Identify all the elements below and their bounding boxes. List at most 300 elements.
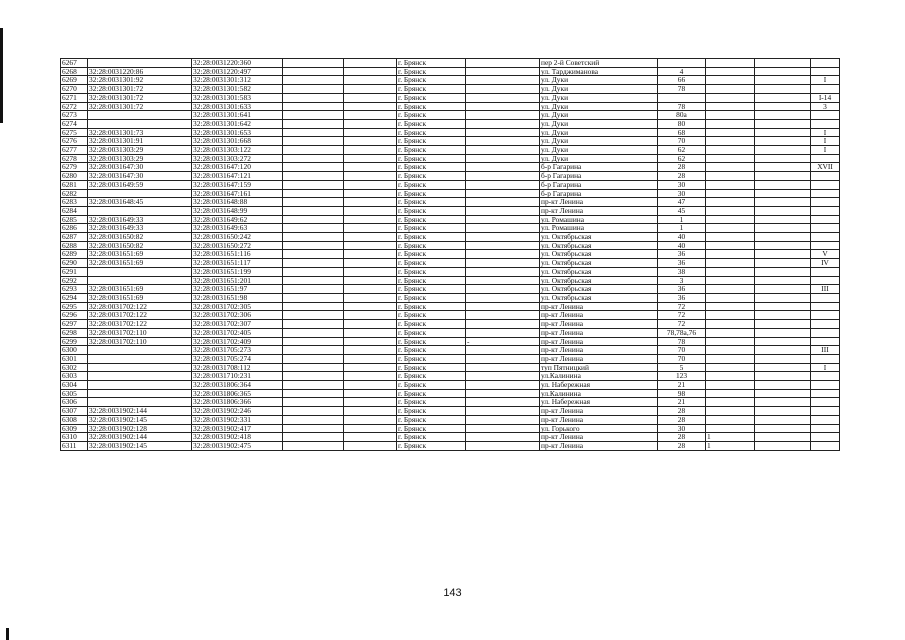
city-cell: г. Брянск	[397, 241, 466, 250]
street-cell: пр-кт Ленина	[540, 320, 658, 329]
table-row	[61, 328, 840, 337]
cadastral-number-cell: 32:28:0031649:63	[192, 224, 283, 233]
row-number-cell: 6306	[61, 398, 88, 407]
row-number-cell: 6308	[61, 415, 88, 424]
col-empty-a-cell	[283, 241, 344, 250]
city-cell: г. Брянск	[397, 433, 466, 442]
city-cell: г. Брянск	[397, 259, 466, 268]
old-cadastral-number-cell: 32:28:0031303:29	[88, 154, 192, 163]
old-cadastral-number-cell: 32:28:0031301:72	[88, 93, 192, 102]
row-number-cell: 6290	[61, 259, 88, 268]
table-row	[61, 215, 840, 224]
street-cell: ул. Дуки	[540, 119, 658, 128]
premises-number-cell: III	[811, 346, 840, 355]
street-cell: пр-кт Ленина	[540, 302, 658, 311]
table-row	[61, 137, 840, 146]
col-mark-cell	[466, 441, 540, 450]
premises-number-cell: I	[811, 146, 840, 155]
house-number-cell: 3	[658, 276, 706, 285]
col-empty-b-cell	[344, 276, 397, 285]
house-number-cell: 21	[658, 398, 706, 407]
street-cell: пр-кт Ленина	[540, 433, 658, 442]
house-number-cell: 28	[658, 441, 706, 450]
col-empty-b-cell	[344, 146, 397, 155]
col-empty-c-cell	[755, 198, 811, 207]
cadastral-number-cell: 32:28:0031648:99	[192, 206, 283, 215]
cadastral-number-cell: 32:28:0031301:312	[192, 76, 283, 85]
col-empty-a-cell	[283, 206, 344, 215]
street-cell: ул. Дуки	[540, 93, 658, 102]
col-extra-cell	[706, 146, 755, 155]
row-number-cell: 6301	[61, 354, 88, 363]
street-cell: ул. Дуки	[540, 76, 658, 85]
old-cadastral-number-cell: 32:28:0031902:145	[88, 441, 192, 450]
row-number-cell: 6294	[61, 293, 88, 302]
col-extra-cell	[706, 285, 755, 294]
col-empty-a-cell	[283, 163, 344, 172]
table-row	[61, 206, 840, 215]
house-number-cell: 28	[658, 415, 706, 424]
street-cell: ул. Октябрьская	[540, 259, 658, 268]
cadastral-number-cell: 32:28:0031649:62	[192, 215, 283, 224]
row-number-cell: 6293	[61, 285, 88, 294]
cadastral-number-cell: 32:28:0031705:274	[192, 354, 283, 363]
house-number-cell: 123	[658, 372, 706, 381]
col-empty-a-cell	[283, 67, 344, 76]
col-mark-cell	[466, 67, 540, 76]
col-empty-c-cell	[755, 328, 811, 337]
col-empty-c-cell	[755, 302, 811, 311]
col-empty-c-cell	[755, 224, 811, 233]
col-extra-cell	[706, 381, 755, 390]
row-number-cell: 6274	[61, 119, 88, 128]
cadastral-number-cell: 32:28:0031806:364	[192, 381, 283, 390]
col-empty-a-cell	[283, 372, 344, 381]
house-number-cell	[658, 93, 706, 102]
col-empty-c-cell	[755, 189, 811, 198]
col-empty-c-cell	[755, 154, 811, 163]
col-mark-cell	[466, 285, 540, 294]
house-number-cell: 62	[658, 146, 706, 155]
house-number-cell: 78	[658, 85, 706, 94]
house-number-cell: 40	[658, 233, 706, 242]
city-cell: г. Брянск	[397, 215, 466, 224]
col-empty-a-cell	[283, 363, 344, 372]
col-empty-a-cell	[283, 215, 344, 224]
col-empty-c-cell	[755, 85, 811, 94]
house-number-cell: 1	[658, 215, 706, 224]
street-cell: ул. Октябрьская	[540, 241, 658, 250]
col-empty-b-cell	[344, 337, 397, 346]
col-empty-b-cell	[344, 233, 397, 242]
table-row	[61, 381, 840, 390]
col-extra-cell	[706, 119, 755, 128]
row-number-cell: 6300	[61, 346, 88, 355]
house-number-cell: 45	[658, 206, 706, 215]
city-cell: г. Брянск	[397, 67, 466, 76]
premises-number-cell: I	[811, 76, 840, 85]
street-cell: туп Пятницкий	[540, 363, 658, 372]
col-empty-b-cell	[344, 389, 397, 398]
row-number-cell: 6288	[61, 241, 88, 250]
cadastral-number-cell: 32:28:0031301:633	[192, 102, 283, 111]
table-row	[61, 293, 840, 302]
premises-number-cell	[811, 293, 840, 302]
old-cadastral-number-cell: 32:28:0031651:69	[88, 293, 192, 302]
cadastral-number-cell: 32:28:0031301:653	[192, 128, 283, 137]
table-row	[61, 163, 840, 172]
cadastral-number-cell: 32:28:0031902:331	[192, 415, 283, 424]
cadastral-number-cell: 32:28:0031650:272	[192, 241, 283, 250]
col-mark-cell	[466, 241, 540, 250]
city-cell: г. Брянск	[397, 224, 466, 233]
row-number-cell: 6270	[61, 85, 88, 94]
row-number-cell: 6268	[61, 67, 88, 76]
col-extra-cell	[706, 172, 755, 181]
col-empty-c-cell	[755, 76, 811, 85]
city-cell: г. Брянск	[397, 407, 466, 416]
table-row	[61, 76, 840, 85]
col-empty-a-cell	[283, 250, 344, 259]
cadastral-number-cell: 32:28:0031220:360	[192, 59, 283, 68]
city-cell: г. Брянск	[397, 111, 466, 120]
table-row	[61, 320, 840, 329]
registry-table-body	[61, 59, 840, 451]
col-extra-cell	[706, 85, 755, 94]
col-empty-a-cell	[283, 433, 344, 442]
premises-number-cell	[811, 337, 840, 346]
row-number-cell: 6280	[61, 172, 88, 181]
table-row	[61, 389, 840, 398]
street-cell: ул. Дуки	[540, 137, 658, 146]
col-extra-cell	[706, 259, 755, 268]
cadastral-number-cell: 32:28:0031651:116	[192, 250, 283, 259]
col-empty-a-cell	[283, 198, 344, 207]
street-cell: ул. Горького	[540, 424, 658, 433]
old-cadastral-number-cell: 32:28:0031650:82	[88, 241, 192, 250]
street-cell: ул. Набережная	[540, 398, 658, 407]
col-empty-c-cell	[755, 111, 811, 120]
premises-number-cell	[811, 320, 840, 329]
col-empty-b-cell	[344, 293, 397, 302]
col-empty-b-cell	[344, 241, 397, 250]
premises-number-cell	[811, 189, 840, 198]
col-extra-cell	[706, 102, 755, 111]
old-cadastral-number-cell	[88, 276, 192, 285]
col-mark-cell	[466, 302, 540, 311]
city-cell: г. Брянск	[397, 93, 466, 102]
col-mark-cell	[466, 407, 540, 416]
col-empty-c-cell	[755, 293, 811, 302]
col-empty-b-cell	[344, 285, 397, 294]
city-cell: г. Брянск	[397, 85, 466, 94]
table-row	[61, 441, 840, 450]
table-row	[61, 93, 840, 102]
house-number-cell: 72	[658, 311, 706, 320]
col-empty-a-cell	[283, 398, 344, 407]
city-cell: г. Брянск	[397, 389, 466, 398]
col-empty-b-cell	[344, 381, 397, 390]
premises-number-cell	[811, 415, 840, 424]
col-mark-cell	[466, 354, 540, 363]
col-empty-a-cell	[283, 381, 344, 390]
page-number: 143	[443, 587, 462, 599]
table-row	[61, 398, 840, 407]
premises-number-cell	[811, 311, 840, 320]
col-empty-c-cell	[755, 215, 811, 224]
house-number-cell: 78,78а,76	[658, 328, 706, 337]
street-cell: ул.Калинина	[540, 372, 658, 381]
street-cell: пр-кт Ленина	[540, 415, 658, 424]
old-cadastral-number-cell: 32:28:0031902:144	[88, 433, 192, 442]
premises-number-cell: V	[811, 250, 840, 259]
table-row	[61, 172, 840, 181]
city-cell: г. Брянск	[397, 198, 466, 207]
col-empty-b-cell	[344, 398, 397, 407]
table-row	[61, 198, 840, 207]
house-number-cell: 40	[658, 241, 706, 250]
old-cadastral-number-cell: 32:28:0031902:145	[88, 415, 192, 424]
col-empty-c-cell	[755, 415, 811, 424]
col-empty-a-cell	[283, 415, 344, 424]
col-empty-a-cell	[283, 346, 344, 355]
col-empty-c-cell	[755, 172, 811, 181]
table-row	[61, 433, 840, 442]
street-cell: ул. Дуки	[540, 102, 658, 111]
premises-number-cell: I	[811, 137, 840, 146]
house-number-cell	[658, 59, 706, 68]
col-empty-b-cell	[344, 328, 397, 337]
col-extra-cell: 1	[706, 433, 755, 442]
premises-number-cell	[811, 441, 840, 450]
col-mark-cell	[466, 328, 540, 337]
col-extra-cell	[706, 224, 755, 233]
old-cadastral-number-cell	[88, 398, 192, 407]
col-extra-cell	[706, 311, 755, 320]
row-number-cell: 6296	[61, 311, 88, 320]
cadastral-number-cell: 32:28:0031902:246	[192, 407, 283, 416]
premises-number-cell	[811, 328, 840, 337]
col-mark-cell	[466, 172, 540, 181]
col-empty-c-cell	[755, 433, 811, 442]
col-mark-cell	[466, 259, 540, 268]
city-cell: г. Брянск	[397, 363, 466, 372]
col-empty-b-cell	[344, 59, 397, 68]
row-number-cell: 6311	[61, 441, 88, 450]
street-cell: ул. Октябрьская	[540, 233, 658, 242]
col-empty-a-cell	[283, 424, 344, 433]
row-number-cell: 6292	[61, 276, 88, 285]
col-extra-cell	[706, 302, 755, 311]
col-empty-c-cell	[755, 180, 811, 189]
old-cadastral-number-cell: 32:28:0031651:69	[88, 250, 192, 259]
premises-number-cell: III	[811, 285, 840, 294]
col-empty-c-cell	[755, 250, 811, 259]
house-number-cell: 28	[658, 433, 706, 442]
col-empty-b-cell	[344, 119, 397, 128]
old-cadastral-number-cell	[88, 119, 192, 128]
city-cell: г. Брянск	[397, 206, 466, 215]
table-row	[61, 415, 840, 424]
street-cell: б-р Гагарина	[540, 189, 658, 198]
premises-number-cell	[811, 433, 840, 442]
city-cell: г. Брянск	[397, 267, 466, 276]
col-empty-b-cell	[344, 259, 397, 268]
table-row	[61, 111, 840, 120]
premises-number-cell	[811, 67, 840, 76]
col-empty-b-cell	[344, 85, 397, 94]
col-extra-cell	[706, 415, 755, 424]
col-empty-c-cell	[755, 311, 811, 320]
col-empty-c-cell	[755, 389, 811, 398]
col-empty-a-cell	[283, 320, 344, 329]
col-empty-c-cell	[755, 407, 811, 416]
city-cell: г. Брянск	[397, 146, 466, 155]
row-number-cell: 6269	[61, 76, 88, 85]
col-empty-a-cell	[283, 180, 344, 189]
row-number-cell: 6283	[61, 198, 88, 207]
premises-number-cell	[811, 215, 840, 224]
table-row	[61, 67, 840, 76]
col-extra-cell	[706, 111, 755, 120]
col-empty-b-cell	[344, 302, 397, 311]
street-cell: ул. Тарджиманова	[540, 67, 658, 76]
house-number-cell: 4	[658, 67, 706, 76]
col-extra-cell	[706, 250, 755, 259]
row-number-cell: 6307	[61, 407, 88, 416]
cadastral-number-cell: 32:28:0031650:242	[192, 233, 283, 242]
row-number-cell: 6277	[61, 146, 88, 155]
old-cadastral-number-cell: 32:28:0031301:72	[88, 85, 192, 94]
col-mark-cell	[466, 189, 540, 198]
col-mark-cell	[466, 206, 540, 215]
table-row	[61, 302, 840, 311]
old-cadastral-number-cell: 32:28:0031650:82	[88, 233, 192, 242]
col-empty-a-cell	[283, 119, 344, 128]
table-row	[61, 241, 840, 250]
col-empty-a-cell	[283, 233, 344, 242]
city-cell: г. Брянск	[397, 189, 466, 198]
col-mark-cell	[466, 233, 540, 242]
col-empty-a-cell	[283, 285, 344, 294]
street-cell: пр-кт Ленина	[540, 337, 658, 346]
col-extra-cell	[706, 67, 755, 76]
col-empty-c-cell	[755, 267, 811, 276]
old-cadastral-number-cell: 32:28:0031301:91	[88, 137, 192, 146]
col-empty-c-cell	[755, 424, 811, 433]
col-empty-c-cell	[755, 381, 811, 390]
cadastral-number-cell: 32:28:0031705:273	[192, 346, 283, 355]
col-mark-cell	[466, 85, 540, 94]
cadastral-number-cell: 32:28:0031902:417	[192, 424, 283, 433]
col-mark-cell	[466, 276, 540, 285]
house-number-cell: 30	[658, 189, 706, 198]
table-row	[61, 267, 840, 276]
house-number-cell: 21	[658, 381, 706, 390]
row-number-cell: 6298	[61, 328, 88, 337]
col-mark-cell	[466, 59, 540, 68]
table-row	[61, 102, 840, 111]
col-empty-b-cell	[344, 198, 397, 207]
old-cadastral-number-cell	[88, 381, 192, 390]
house-number-cell: 72	[658, 320, 706, 329]
col-mark-cell	[466, 363, 540, 372]
col-empty-c-cell	[755, 137, 811, 146]
street-cell: ул. Октябрьская	[540, 267, 658, 276]
city-cell: г. Брянск	[397, 233, 466, 242]
house-number-cell: 30	[658, 180, 706, 189]
old-cadastral-number-cell	[88, 189, 192, 198]
city-cell: г. Брянск	[397, 250, 466, 259]
table-row	[61, 354, 840, 363]
street-cell: ул. Октябрьская	[540, 250, 658, 259]
street-cell: ул. Дуки	[540, 146, 658, 155]
house-number-cell: 28	[658, 172, 706, 181]
col-empty-c-cell	[755, 398, 811, 407]
row-number-cell: 6297	[61, 320, 88, 329]
row-number-cell: 6271	[61, 93, 88, 102]
premises-number-cell	[811, 59, 840, 68]
premises-number-cell: I	[811, 128, 840, 137]
city-cell: г. Брянск	[397, 441, 466, 450]
old-cadastral-number-cell: 32:28:0031648:45	[88, 198, 192, 207]
col-mark-cell	[466, 311, 540, 320]
cadastral-number-cell: 32:28:0031702:305	[192, 302, 283, 311]
col-extra-cell	[706, 363, 755, 372]
cadastral-number-cell: 32:28:0031702:409	[192, 337, 283, 346]
row-number-cell: 6287	[61, 233, 88, 242]
street-cell: ул. Октябрьская	[540, 276, 658, 285]
city-cell: г. Брянск	[397, 398, 466, 407]
row-number-cell: 6289	[61, 250, 88, 259]
col-empty-c-cell	[755, 59, 811, 68]
old-cadastral-number-cell: 32:28:0031702:122	[88, 320, 192, 329]
old-cadastral-number-cell: 32:28:0031651:69	[88, 259, 192, 268]
row-number-cell: 6286	[61, 224, 88, 233]
col-empty-c-cell	[755, 363, 811, 372]
table-row	[61, 59, 840, 68]
col-empty-c-cell	[755, 233, 811, 242]
city-cell: г. Брянск	[397, 59, 466, 68]
col-empty-c-cell	[755, 346, 811, 355]
premises-number-cell: IV	[811, 259, 840, 268]
col-extra-cell	[706, 267, 755, 276]
row-number-cell: 6279	[61, 163, 88, 172]
cadastral-number-cell: 32:28:0031303:272	[192, 154, 283, 163]
col-empty-b-cell	[344, 346, 397, 355]
cadastral-number-cell: 32:28:0031301:642	[192, 119, 283, 128]
street-cell: ул. Дуки	[540, 111, 658, 120]
row-number-cell: 6278	[61, 154, 88, 163]
row-number-cell: 6291	[61, 267, 88, 276]
table-row	[61, 285, 840, 294]
col-empty-a-cell	[283, 172, 344, 181]
col-extra-cell	[706, 128, 755, 137]
col-empty-a-cell	[283, 93, 344, 102]
cadastral-number-cell: 32:28:0031902:475	[192, 441, 283, 450]
col-mark-cell	[466, 163, 540, 172]
city-cell: г. Брянск	[397, 320, 466, 329]
col-empty-c-cell	[755, 372, 811, 381]
cadastral-number-cell: 32:28:0031902:418	[192, 433, 283, 442]
cadastral-number-cell: 32:28:0031651:201	[192, 276, 283, 285]
cadastral-number-cell: 32:28:0031303:122	[192, 146, 283, 155]
old-cadastral-number-cell: 32:28:0031702:122	[88, 302, 192, 311]
premises-number-cell	[811, 267, 840, 276]
old-cadastral-number-cell: 32:28:0031702:110	[88, 328, 192, 337]
col-empty-a-cell	[283, 59, 344, 68]
col-empty-b-cell	[344, 102, 397, 111]
